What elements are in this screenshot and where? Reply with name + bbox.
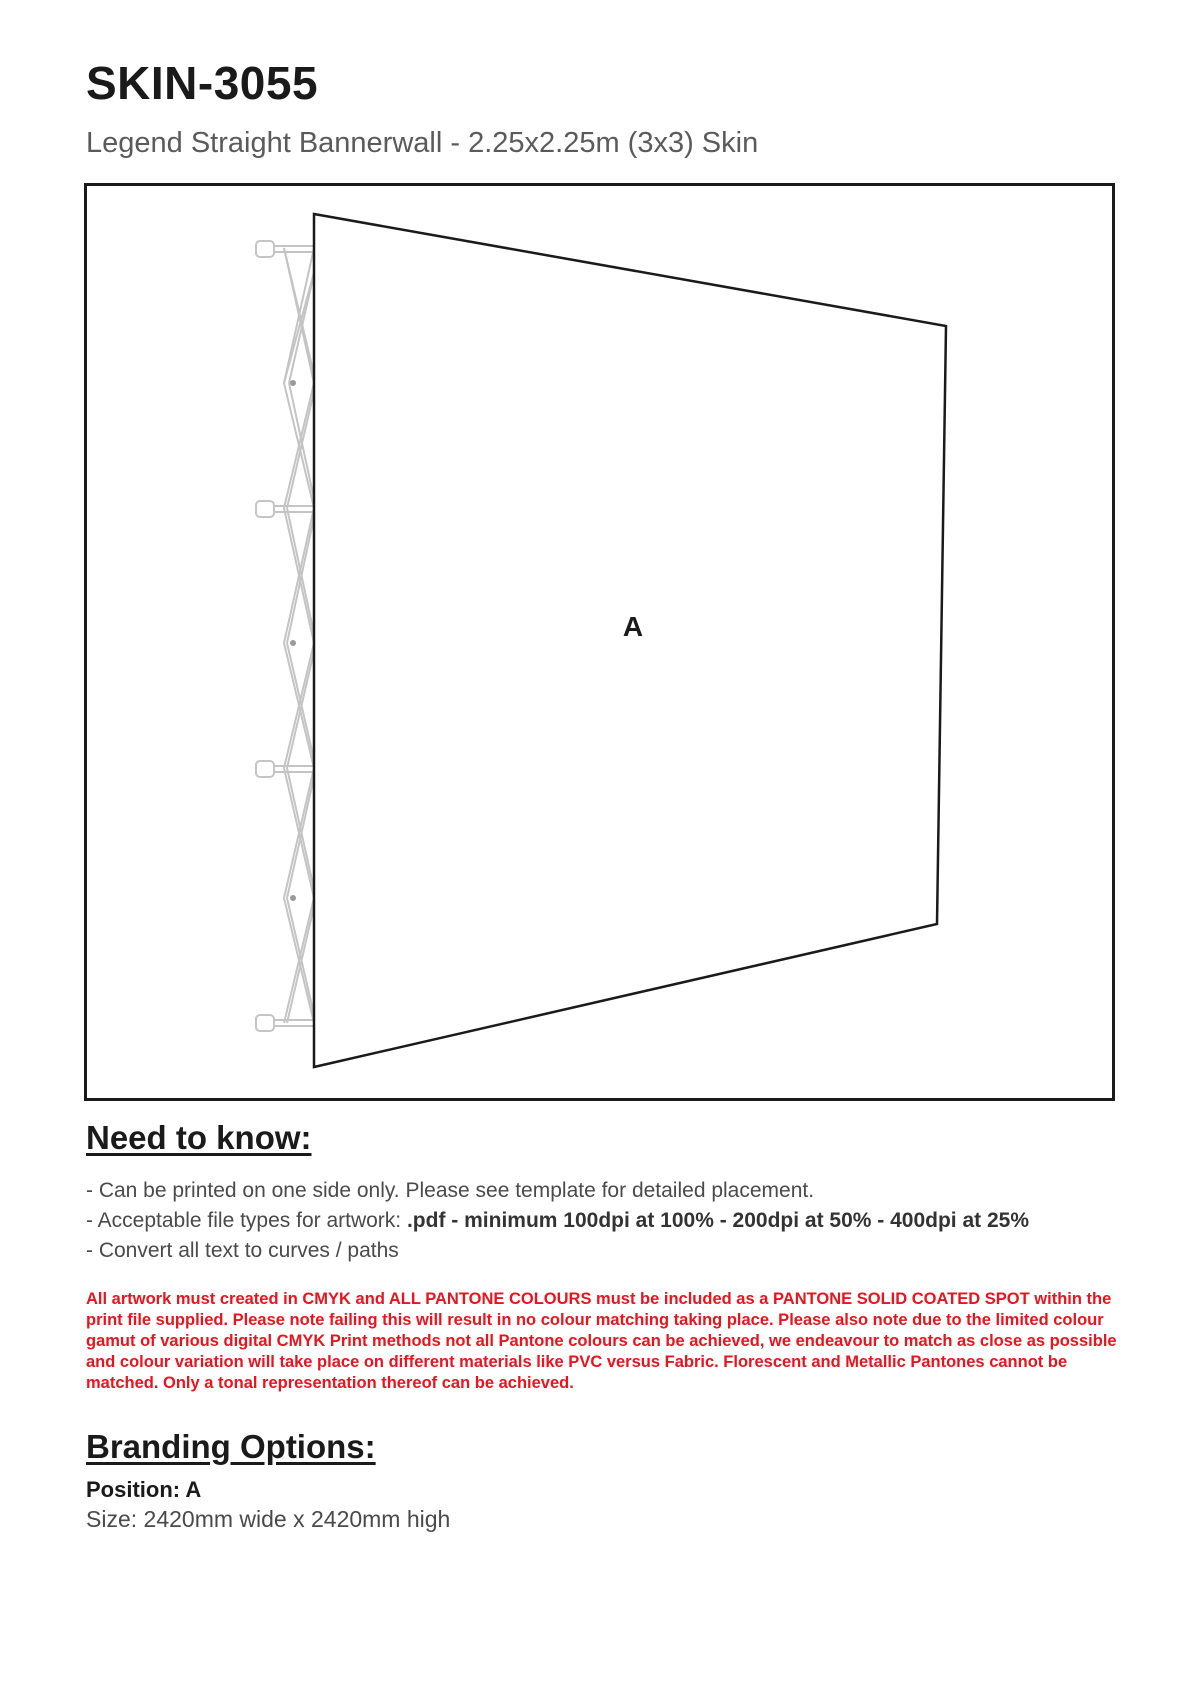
branding-options-heading: Branding Options: (86, 1428, 376, 1465)
bannerwall-diagram (84, 183, 1115, 1101)
bannerwall-drawing (84, 183, 1115, 1101)
need-to-know-list (86, 1176, 1029, 1266)
position-size: Size: 2420mm wide x 2420mm high (86, 1506, 451, 1532)
need-to-know-heading: Need to know: (86, 1119, 312, 1156)
frame-structure (256, 241, 316, 1031)
panel-a-label: A (622, 611, 644, 642)
list-item: - Acceptable file types for artwork: .pdf - minimum 100dpi at 100% - 200dpi at 50% - 400dpi at 25% (86, 1209, 1029, 1232)
list-item: - Can be printed on one side only. Please see template for detailed placement. (86, 1179, 815, 1202)
cmyk-warning-text: All artwork must created in CMYK and ALL PANTONE COLOURS must be included as a PANTONE SOLID COATED SPOT within the print file supplied. Please note failing this will result in no colour matching taking place. Please also note due to the limited colour gamut of various digital CMYK Print methods not all Pantone colours can be achieved, we endeavour to match as close as possible and colour variation will take place on different materials like PVC versus Fabric. Florescent and Metallic Pantones cannot be matched. Only a tonal representation thereof can be achieved. (86, 1290, 1117, 1392)
product-name-subtitle: Legend Straight Bannerwall - 2.25x2.25m (3x3) Skin (86, 127, 759, 159)
list-item: - Convert all text to curves / paths (86, 1239, 399, 1262)
position-label: Position: A (86, 1477, 202, 1502)
product-code-title: SKIN-3055 (86, 57, 319, 109)
